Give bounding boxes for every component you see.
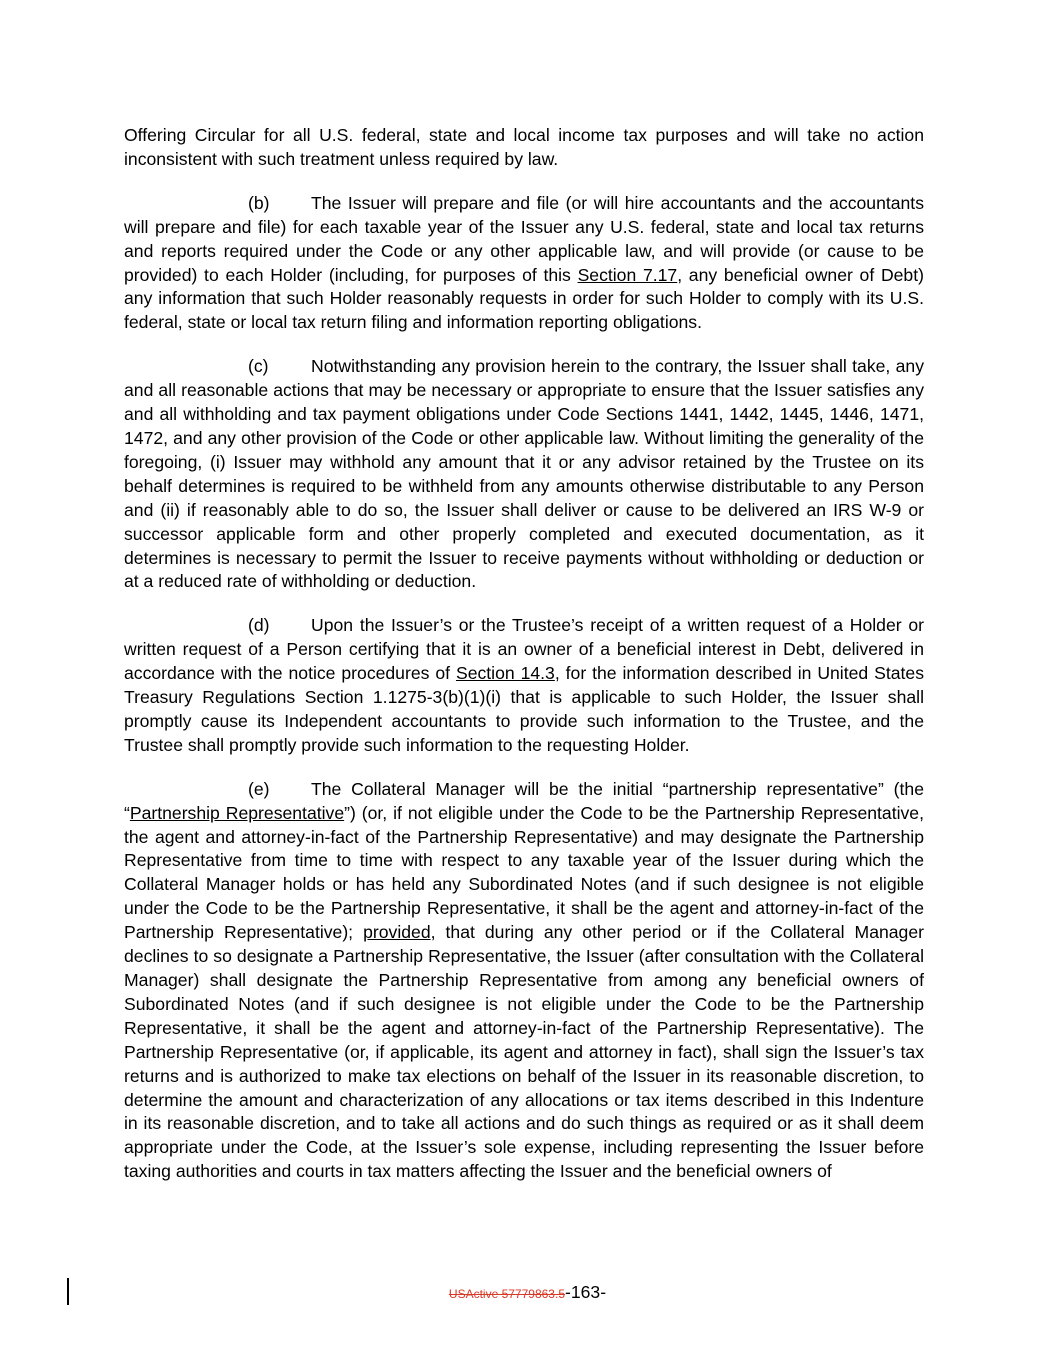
paragraph-b-text-1: The Issuer will prepare and file (or will hire accountants and the accountants will prepare and file) for each taxable year of the Issuer any U.S. federal, state and local tax returns and reports required under the Code or any other applicable law, and will provide (or cause to be provided) to each Holder (including, for purposes of this [124,192,924,285]
document-id: USActive 57779863.5 [448,1287,565,1301]
section-14-3-reference: Section 14.3 [455,663,555,684]
paragraph-c-letter: (c) [248,356,269,377]
paragraph-e [124,778,924,1184]
paragraph-c-text: Notwithstanding any provision herein to the contrary, the Issuer shall take, any and all reasonable actions that may be necessary or appropriate to ensure that the Issuer satisfies any and all withholding and tax payment obligations under Code Sections 1441, 1442, 1445, 1446, 1471, 1472, and any other provision of the Code or other applicable law. Without limiting the generality of the foregoing, (i) Issuer may withhold any amount that it or any advisor retained by the Trustee on its behalf determines is required to be withheld from any amounts otherwise distributable to any Person and (ii) if reasonably able to do so, the Issuer shall deliver or cause to be delivered an IRS W-9 or successor applicable form and other properly completed and executed documentation, as it determines is necessary to permit the Issuer to receive payments without withholding or deduction or at a reduced rate of withholding or deduction. [124,356,924,592]
paragraph-intro-text: Offering Circular for all U.S. federal, state and local income tax purposes and will take no action inconsistent with such treatment unless required by law. [124,125,924,169]
page-footer [0,1280,1055,1306]
paragraph-b [124,192,924,335]
paragraph-d-letter: (d) [248,615,270,636]
paragraph-d-text-1: Upon the Issuer’s or the Trustee’s receipt of a written request of a Holder or written request of a Person certifying that it is an owner of a beneficial interest in Debt, delivered in accordance with the notice procedures of [124,615,924,684]
document-body [124,124,924,1204]
paragraph-b-text-2: , any beneficial owner of Debt) any information that such Holder reasonably requests in order for such Holder to comply with its U.S. federal, state or local tax return filing and information reporting obligations. [124,264,924,333]
paragraph-b-letter: (b) [248,192,270,213]
paragraph-e-text-3: , that during any other period or if the Collateral Manager declines to so designate a Partnership Representative, the Issuer (after consultation with the Collateral Manager) shall designate the Partnership Representative from among any beneficial owners of Subordinated Notes (and if such designee is not eligible under the Code to be the Partnership Representative, it shall be the agent and attorney-in-fact of the Partnership Representative). The Partnership Representative (or, if applicable, its agent and attorney in fact), shall sign the Issuer’s tax returns and is authorized to make tax elections on behalf of the Issuer in its reasonable discretion, to determine the amount and characterization of any allocations or tax items described in this Indenture in its reasonable discretion, and to take all actions and do such things as required or as it shall deem appropriate under the Code, at the Issuer’s sole expense, including representing the Issuer before taxing authorities and courts in tax matters affecting the Issuer and the beneficial owners of [124,922,924,1182]
page-number: -163- [565,1282,607,1302]
paragraph-e-text-1: The Collateral Manager will be the initial “partnership representative” (the “ [124,778,924,823]
proviso-provided: provided [363,922,431,943]
paragraph-intro [124,124,924,172]
paragraph-e-text-2: ”) (or, if not eligible under the Code to be the Partnership Representative, the agent and attorney-in-fact of the Partnership Representative) and may designate the Partnership Representative from time to time with respect to any taxable year of the Issuer during which the Collateral Manager holds or has held any Subordinated Notes (and if such designee is not eligible under the Code to be the Partnership Representative, it shall be the agent and attorney-in-fact of the Partnership Representative); [124,802,924,943]
paragraph-d [124,614,924,757]
defined-term-partnership-representative: Partnership Representative [129,802,345,823]
paragraph-e-letter: (e) [248,778,270,799]
section-7-17-reference: Section 7.17 [577,264,678,285]
paragraph-d-text-2: , for the information described in United States Treasury Regulations Section 1.1275-3(b)(1)(i) that is applicable to such Holder, the Issuer shall promptly cause its Independent accountants to provide such information to the Trustee, and the Trustee shall promptly provide such information to the requesting Holder. [124,663,924,755]
paragraph-c [124,355,924,594]
